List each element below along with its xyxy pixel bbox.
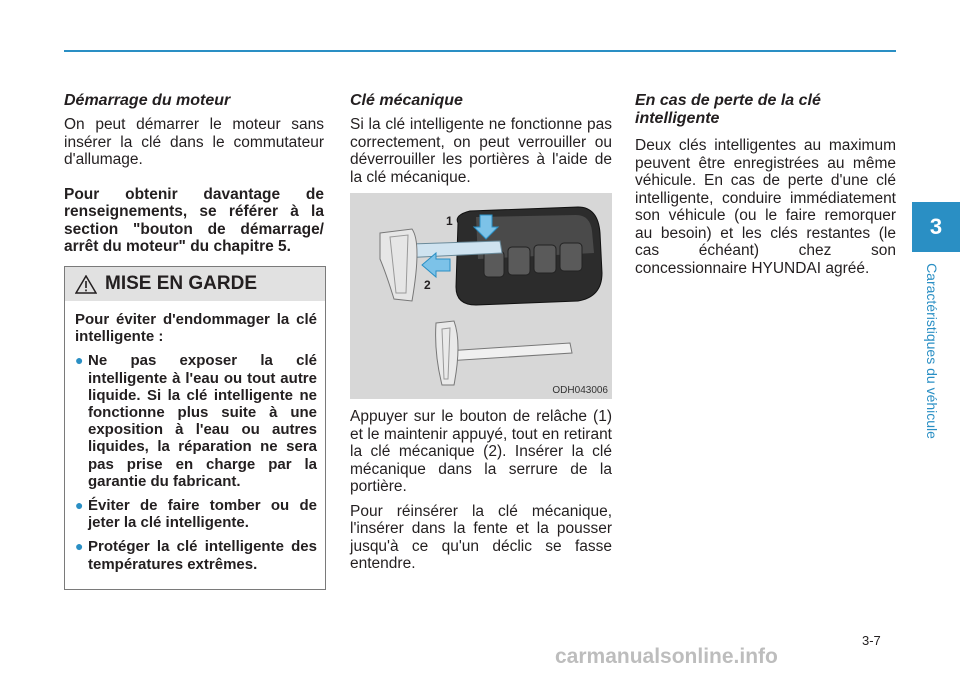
warning-bullet-text: Éviter de faire tomber ou de jeter la clé intelligente. (88, 497, 317, 532)
warning-box (64, 266, 326, 590)
warning-intro: Pour éviter d'endommager la clé intelligente : (75, 311, 317, 346)
bullet-dot-icon: ● (75, 352, 84, 369)
chapter-title-text: Caractéristiques du véhicule (924, 263, 940, 439)
para-lost-key: Deux clés intelligentes au maximum peuvent être enregistrées au même véhicule. En cas de perte d'une clé intelligente, conduire immédiatement son véhicule (ou le faire remorquer au besoin) et les clés restantes (le cas échéant) chez son concessionnaire HYUNDAI agréé. (635, 137, 896, 277)
figure-code: ODH043006 (552, 385, 608, 396)
warning-body (65, 301, 325, 573)
smart-key-illustration (350, 193, 612, 399)
para-reference: Pour obtenir davantage de renseignements, se référer à la section "bouton de démarrage/ arrêt du moteur" du chapitre 5. (64, 185, 324, 255)
page-number: 3-7 (862, 633, 881, 648)
chapter-tab: 3 (912, 202, 960, 252)
para-reinsert-key: Pour réinsérer la clé mécanique, l'insérer dans la fente et la pousser jusqu'à ce qu'un déclic se fasse entendre. (350, 502, 612, 572)
watermark: carmanualsonline.info (555, 645, 778, 668)
heading-mechanical-key: Clé mécanique (350, 92, 463, 109)
warning-bullet (75, 352, 317, 490)
warning-bullet-text: Ne pas exposer la clé intelligente à l'eau ou tout autre liquide. Si la clé intelligente ne fonctionne plus suite à une exposition à l'eau ou autres liquides, la réparation ne sera pas prise en charge par la garantie du fabricant. (88, 352, 317, 490)
warning-bullet (75, 497, 317, 531)
warning-bullet-text: Protéger la clé intelligente des températures extrêmes. (88, 538, 317, 573)
heading-lost-key: En cas de perte de la clé intelligente (635, 92, 821, 127)
bullet-dot-icon: ● (75, 497, 84, 514)
para-starting: On peut démarrer le moteur sans insérer la clé dans le commutateur d'allumage. (64, 116, 324, 168)
para-mechanical-key-intro: Si la clé intelligente ne fonctionne pas correctement, on peut verrouiller ou déverrouiller les portières à l'aide de la clé mécanique. (350, 116, 612, 186)
chapter-title (920, 256, 944, 446)
column-mechanical-key-steps (350, 408, 612, 573)
column-lost-key (635, 92, 896, 277)
warning-icon (75, 275, 97, 294)
key-figure (350, 193, 612, 399)
bullet-dot-icon: ● (75, 538, 84, 555)
top-rule (64, 50, 896, 52)
column-starting (64, 92, 324, 256)
warning-bullet (75, 538, 317, 572)
figure-label-2: 2 (424, 278, 431, 292)
column-mechanical-key (350, 92, 612, 186)
warning-title: MISE EN GARDE (105, 273, 258, 294)
para-remove-key: Appuyer sur le bouton de relâche (1) et le maintenir appuyé, tout en retirant la clé mécanique (2). Insérer la clé mécanique dans la serrure de la portière. (350, 408, 612, 495)
heading-starting: Démarrage du moteur (64, 92, 231, 109)
figure-label-1: 1 (446, 214, 453, 228)
warning-header (65, 267, 325, 301)
